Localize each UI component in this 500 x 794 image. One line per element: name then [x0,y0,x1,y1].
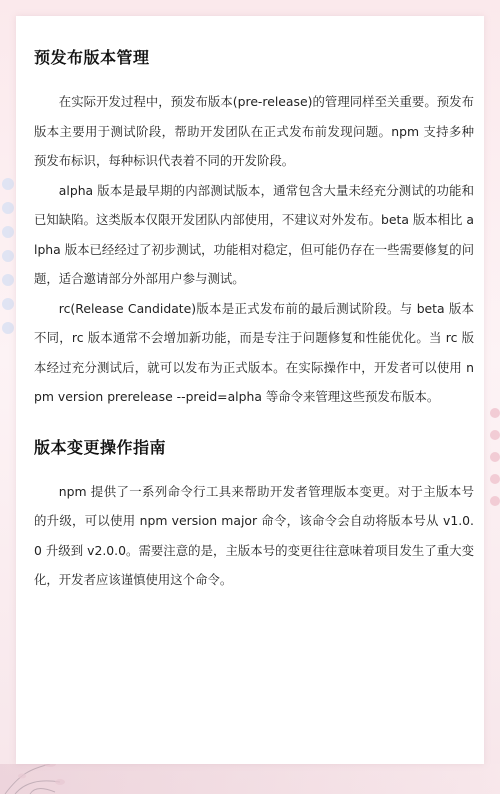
section-title-prerelease: 预发布版本管理 [34,48,150,67]
section-title-version-change: 版本变更操作指南 [34,437,167,457]
paragraph: alpha 版本是最早期的内部测试版本，通常包含大量未经充分测试的功能和已知缺陷。这类版本仅限开发团队内部使用，不建议对外发布。beta 版本相比 alpha 版本已经经过了初步测试，功能相对稳定，但可能仍存在一些需要修复的问题，适合邀请部分外部用户参与测试。 [34,182,474,286]
document-card [16,16,484,764]
left-dots-decoration [2,178,14,346]
right-dots-decoration [490,408,500,518]
document-content [34,46,474,595]
paragraph: rc(Release Candidate)版本是正式发布前的最后测试阶段。与 beta 版本不同，rc 版本通常不会增加新功能，而是专注于问题修复和性能优化。当 rc 版本经过充分测试后，就可以发布为正式版本。在实际操作中，开发者可以使用 npm version prerelease --preid=alpha 等命令来管理这些预发布版本。 [34,300,474,404]
paragraph: npm 提供了一系列命令行工具来帮助开发者管理版本变更。对于主版本号的升级，可以使用 npm version major 命令，该命令会自动将版本号从 v1.0.0 升级到 v2.0.0。需要注意的是，主版本号的变更往往意味着项目发生了重大变化，开发者应该谨慎使用这个命令。 [34,483,474,587]
paragraph: 在实际开发过程中，预发布版本(pre-release)的管理同样至关重要。预发布版本主要用于测试阶段，帮助开发团队在正式发布前发现问题。npm 支持多种预发布标识，每种标识代表着不同的开发阶段。 [34,94,474,168]
